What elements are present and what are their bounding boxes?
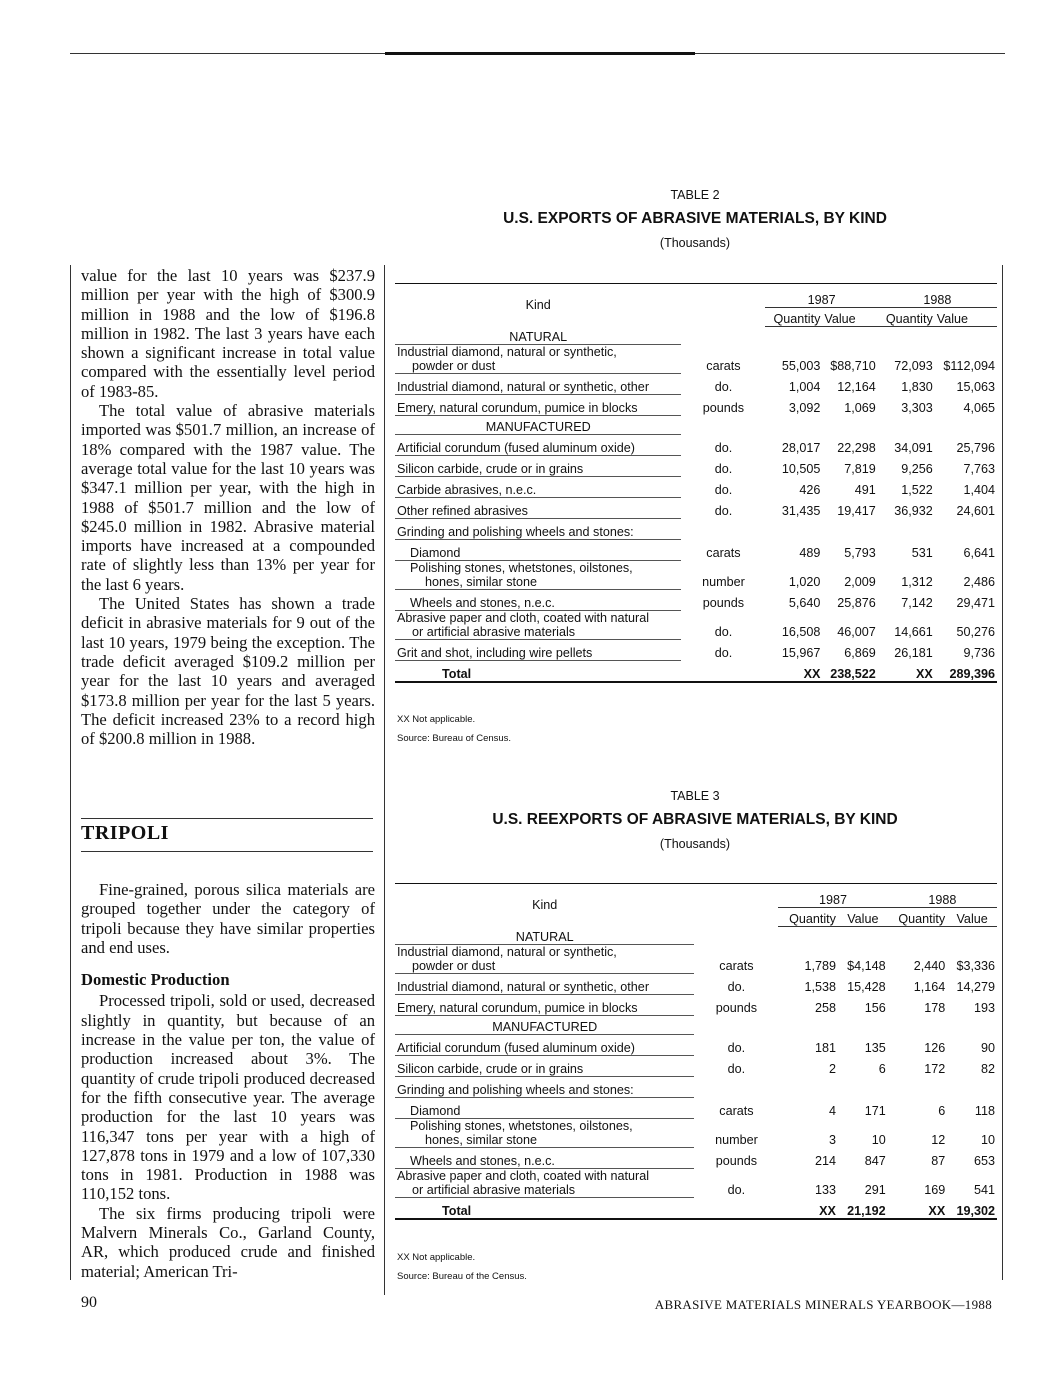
row-v1988: 7,763 xyxy=(963,462,995,476)
column-divider-middle xyxy=(384,265,385,1295)
row-q1988: 6 xyxy=(938,1104,946,1118)
tripoli-section-header xyxy=(81,818,373,852)
table-row xyxy=(395,1056,997,1077)
row-unit: do. xyxy=(727,1062,746,1076)
row-v1987: 6 xyxy=(878,1062,886,1076)
table2-footnote-source: Source: Bureau of Census. xyxy=(397,733,512,744)
row-q1987: 1,789 xyxy=(804,959,836,973)
table-row xyxy=(395,945,997,974)
row-v1987: 2,009 xyxy=(844,575,876,589)
table-row xyxy=(395,1077,997,1098)
row-q1987: 3 xyxy=(828,1133,836,1147)
row-v1988: 1,404 xyxy=(963,483,995,497)
row-kind-cont: hones, similar stone xyxy=(425,575,537,589)
row-q1987: 55,003 xyxy=(781,359,821,373)
row-kind: Wheels and stones, n.e.c. xyxy=(395,1148,694,1169)
row-kind: Grit and shot, including wire pellets xyxy=(395,640,681,661)
row-v1988: 15,063 xyxy=(956,380,995,394)
row-q1987: 2 xyxy=(828,1062,836,1076)
row-v1988: 653 xyxy=(973,1154,995,1168)
table2-title-block xyxy=(395,188,995,250)
row-v1988: 9,736 xyxy=(963,646,995,660)
row-kind: Diamond xyxy=(395,1098,694,1119)
row-unit: do. xyxy=(714,504,733,518)
row-unit: carats xyxy=(706,546,741,560)
row-q1988: 1,312 xyxy=(901,575,933,589)
row-unit: do. xyxy=(714,483,733,497)
row-kind: Diamond xyxy=(395,540,681,561)
row-unit: pounds xyxy=(715,1154,758,1168)
table3-title-block xyxy=(395,789,995,851)
row-q1987: 1,004 xyxy=(788,380,821,394)
table-row xyxy=(395,640,997,661)
table-row xyxy=(395,561,997,590)
table-row xyxy=(395,590,997,611)
row-unit: number xyxy=(702,575,745,589)
table-row xyxy=(395,611,997,640)
row-v1987: 19,417 xyxy=(837,504,876,518)
total-row xyxy=(395,661,997,683)
row-q1988: 1,522 xyxy=(901,483,933,497)
row-q1987: 1,538 xyxy=(804,980,836,994)
table3 xyxy=(395,883,997,1220)
total-q1988: XX xyxy=(878,661,935,683)
table-label: TABLE 3 xyxy=(670,789,720,803)
header-quantity: Quantity xyxy=(878,307,935,326)
table-row xyxy=(395,498,997,519)
table-row xyxy=(395,374,997,395)
row-kind: Grinding and polishing wheels and stones: xyxy=(395,519,681,540)
row-v1987: 491 xyxy=(854,483,876,497)
page-number: 90 xyxy=(81,1294,97,1311)
row-v1988: 4,065 xyxy=(963,401,995,415)
column-divider-right xyxy=(1002,265,1003,1280)
header-value: Value xyxy=(935,307,997,326)
row-q1987: 181 xyxy=(814,1041,836,1055)
header-quantity: Quantity xyxy=(765,307,822,326)
row-q1987: 1,020 xyxy=(788,575,821,589)
row-q1988: 126 xyxy=(924,1041,946,1055)
row-kind: Other refined abrasives xyxy=(395,498,681,519)
row-v1988: 6,641 xyxy=(963,546,995,560)
column-divider-left xyxy=(70,265,71,1280)
table-row xyxy=(395,1119,997,1148)
row-kind: Abrasive paper and cloth, coated with natural xyxy=(397,1169,650,1183)
row-kind-cont: or artificial abrasive materials xyxy=(412,1183,576,1197)
row-v1987: 10 xyxy=(871,1133,886,1147)
total-v1987: 21,192 xyxy=(838,1198,888,1220)
row-unit: do. xyxy=(727,980,746,994)
table-row xyxy=(395,1035,997,1056)
section-label: NATURAL xyxy=(395,326,681,345)
table-row xyxy=(395,1169,997,1198)
row-kind: Industrial diamond, natural or synthetic, other xyxy=(395,374,681,395)
row-v1987: 135 xyxy=(864,1041,886,1055)
paragraph: The six firms producing tripoli were Malvern Minerals Co., Garland County, AR, which produced crude and finished material; American Tri- xyxy=(81,1203,375,1281)
header-year-1987: 1987 xyxy=(778,884,887,908)
row-v1988: 14,279 xyxy=(956,980,995,994)
row-unit: do. xyxy=(727,1183,746,1197)
row-v1987: 847 xyxy=(864,1154,886,1168)
row-kind: Abrasive paper and cloth, coated with natural xyxy=(397,611,650,625)
row-kind: Carbide abrasives, n.e.c. xyxy=(395,477,681,498)
row-v1987: 25,876 xyxy=(837,596,876,610)
row-v1988: 2,486 xyxy=(963,575,995,589)
row-q1987: 258 xyxy=(814,1001,836,1015)
row-v1987: 7,819 xyxy=(844,462,876,476)
row-unit: carats xyxy=(706,359,741,373)
table-row xyxy=(395,456,997,477)
paragraph: value for the last 10 years was $237.9 million per year with the high of $300.9 million in 1988 and the low of $196.8 million in 1982. The last 3 years have each shown a significant increase in total value compared with the essentially level period of 1983-85. xyxy=(81,266,375,401)
header-value: Value xyxy=(947,907,997,926)
row-kind: Artificial corundum (fused aluminum oxide) xyxy=(395,435,681,456)
table-heading: U.S. EXPORTS OF ABRASIVE MATERIALS, BY KIND xyxy=(503,210,887,227)
row-q1987: 28,017 xyxy=(781,441,821,455)
total-q1988: XX xyxy=(888,1198,948,1220)
row-v1987: 22,298 xyxy=(837,441,876,455)
running-title: ABRASIVE MATERIALS MINERALS YEARBOOK—1988 xyxy=(654,1297,992,1312)
row-unit: do. xyxy=(714,646,733,660)
row-v1987: 46,007 xyxy=(837,625,876,639)
row-q1988: 178 xyxy=(924,1001,946,1015)
row-unit: pounds xyxy=(702,401,745,415)
paragraph: Fine-grained, porous silica materials are grouped together under the category of tripoli because they have similar properties and end uses. xyxy=(81,880,375,957)
header-kind: Kind xyxy=(532,898,558,912)
header-year-1987: 1987 xyxy=(765,284,877,308)
row-v1987: 1,069 xyxy=(844,401,876,415)
row-unit: do. xyxy=(714,625,733,639)
total-q1987: XX xyxy=(778,1198,838,1220)
table-row xyxy=(395,974,997,995)
table-row xyxy=(395,519,997,540)
row-kind: Emery, natural corundum, pumice in blocks xyxy=(395,995,694,1016)
row-unit: do. xyxy=(714,441,733,455)
header-year-1988: 1988 xyxy=(878,284,997,308)
row-unit: number xyxy=(715,1133,758,1147)
row-q1988: 169 xyxy=(924,1183,946,1197)
row-q1988: 34,091 xyxy=(894,441,933,455)
row-q1987: 4 xyxy=(828,1104,836,1118)
row-q1988: 2,440 xyxy=(913,959,946,973)
paragraph: Processed tripoli, sold or used, decreased slightly in quantity, but because of an increase in the value per ton, the value of production increased about 3%. The quantity of crude tripoli produced decreased for the fifth consecutive year. The average production for the last 10 years was 116,347 tons per year with a high of 127,878 tons in 1979 and a low of 107,330 tons in 1981. Production in 1988 was 110,152 tons. xyxy=(81,991,375,1204)
row-v1988: 10 xyxy=(980,1133,995,1147)
table2 xyxy=(395,283,997,683)
subheading: Domestic Production xyxy=(81,970,230,990)
row-q1987: 5,640 xyxy=(788,596,821,610)
table-row xyxy=(395,1098,997,1119)
row-q1987: 15,967 xyxy=(781,646,821,660)
table-row xyxy=(395,477,997,498)
row-kind-cont: hones, similar stone xyxy=(425,1133,537,1147)
row-kind: Industrial diamond, natural or synthetic, xyxy=(397,345,617,359)
row-q1988: 9,256 xyxy=(901,462,933,476)
row-kind-cont: or artificial abrasive materials xyxy=(412,625,576,639)
row-kind: Silicon carbide, crude or in grains xyxy=(395,1056,694,1077)
row-unit: pounds xyxy=(702,596,745,610)
row-q1988: 7,142 xyxy=(901,596,933,610)
row-q1988: 1,830 xyxy=(901,380,933,394)
section-label: MANUFACTURED xyxy=(395,1016,694,1035)
row-kind-cont: powder or dust xyxy=(412,959,496,973)
row-v1988: 118 xyxy=(974,1104,995,1118)
row-kind: Industrial diamond, natural or synthetic, xyxy=(397,945,617,959)
header-quantity: Quantity xyxy=(778,907,838,926)
row-q1987: 214 xyxy=(814,1154,836,1168)
row-v1988: 25,796 xyxy=(956,441,995,455)
row-kind-cont: powder or dust xyxy=(412,359,496,373)
row-v1987: 291 xyxy=(864,1183,886,1197)
row-v1988: 193 xyxy=(973,1001,995,1015)
row-v1988: $112,094 xyxy=(943,359,995,373)
table-row xyxy=(395,1148,997,1169)
row-q1988: 12 xyxy=(931,1133,946,1147)
left-column-text xyxy=(81,266,375,748)
total-v1988: 19,302 xyxy=(947,1198,997,1220)
section-title: TRIPOLI xyxy=(81,822,169,844)
row-q1988: 72,093 xyxy=(894,359,933,373)
total-v1987: 238,522 xyxy=(822,661,877,683)
row-v1988: 82 xyxy=(980,1062,995,1076)
row-q1987: 3,092 xyxy=(788,401,821,415)
header-value: Value xyxy=(822,307,877,326)
table-units: (Thousands) xyxy=(659,837,731,851)
total-q1987: XX xyxy=(765,661,822,683)
row-unit: pounds xyxy=(715,1001,758,1015)
row-unit: carats xyxy=(719,959,754,973)
row-q1988: 26,181 xyxy=(894,646,933,660)
table-row xyxy=(395,540,997,561)
top-rule-accent xyxy=(385,52,695,55)
table-row xyxy=(395,345,997,374)
row-unit: do. xyxy=(727,1041,746,1055)
table-heading: U.S. REEXPORTS OF ABRASIVE MATERIALS, BY KIND xyxy=(492,811,898,828)
row-v1987: 6,869 xyxy=(844,646,876,660)
row-kind: Artificial corundum (fused aluminum oxide) xyxy=(395,1035,694,1056)
header-year-1988: 1988 xyxy=(888,884,997,908)
row-v1988: 90 xyxy=(980,1041,995,1055)
row-q1988: 36,932 xyxy=(894,504,933,518)
header-value: Value xyxy=(838,907,888,926)
row-v1987: 171 xyxy=(864,1104,886,1118)
header-kind: Kind xyxy=(525,298,551,312)
row-q1988: 1,164 xyxy=(913,980,946,994)
row-q1987: 133 xyxy=(814,1183,836,1197)
row-q1987: 10,505 xyxy=(781,462,821,476)
table2-footnote-xx: XX Not applicable. xyxy=(397,714,476,725)
row-kind: Industrial diamond, natural or synthetic, other xyxy=(395,974,694,995)
table-row xyxy=(395,995,997,1016)
row-kind: Emery, natural corundum, pumice in blocks xyxy=(395,395,681,416)
row-q1988: 3,303 xyxy=(901,401,933,415)
row-v1987: 12,164 xyxy=(837,380,876,394)
total-label: Total xyxy=(395,661,681,683)
table-units: (Thousands) xyxy=(659,236,731,250)
row-q1988: 172 xyxy=(924,1062,946,1076)
table-label: TABLE 2 xyxy=(670,188,720,202)
row-q1988: 87 xyxy=(931,1154,946,1168)
row-q1987: 31,435 xyxy=(781,504,821,518)
paragraph: The total value of abrasive materials imported was $501.7 million, an increase of 18% compared with the 1987 value. The average total value for the last 10 years was $347.1 million per year, with the high in 1988 of $501.7 million and the low of $245.0 million in 1982. Abrasive material imports have increased at a compounded rate of slightly less than 13% per year for the last 6 years. xyxy=(81,401,375,594)
row-q1987: 489 xyxy=(799,546,821,560)
row-v1988: 541 xyxy=(973,1183,995,1197)
tripoli-text xyxy=(81,880,375,1281)
row-v1988: 24,601 xyxy=(956,504,995,518)
row-kind: Polishing stones, whetstones, oilstones, xyxy=(410,1119,633,1133)
row-q1987: 16,508 xyxy=(781,625,821,639)
row-unit: do. xyxy=(714,462,733,476)
section-label: MANUFACTURED xyxy=(395,416,681,435)
total-row xyxy=(395,1198,997,1220)
row-v1988: 29,471 xyxy=(956,596,995,610)
row-kind: Wheels and stones, n.e.c. xyxy=(395,590,681,611)
row-v1988: 50,276 xyxy=(956,625,995,639)
table-row xyxy=(395,435,997,456)
row-v1987: 156 xyxy=(864,1001,886,1015)
section-label: NATURAL xyxy=(395,926,694,945)
total-label: Total xyxy=(395,1198,694,1220)
total-v1988: 289,396 xyxy=(935,661,997,683)
row-v1987: 5,793 xyxy=(844,546,876,560)
row-unit: carats xyxy=(719,1104,754,1118)
row-q1988: 531 xyxy=(911,546,933,560)
divider xyxy=(81,851,373,852)
row-v1987: $4,148 xyxy=(847,959,886,973)
paragraph: The United States has shown a trade deficit in abrasive materials for 9 out of the last 10 years, 1979 being the exception. The trade deficit averaged $109.2 million per year for the last 10 years and averaged $173.8 million per year for the last 5 years. The deficit increased 23% to a record high of $200.8 million in 1988. xyxy=(81,594,375,749)
row-kind: Silicon carbide, crude or in grains xyxy=(395,456,681,477)
table3-footnote-xx: XX Not applicable. xyxy=(397,1252,476,1263)
row-unit: do. xyxy=(714,380,733,394)
row-q1988: 14,661 xyxy=(894,625,933,639)
row-kind: Polishing stones, whetstones, oilstones, xyxy=(410,561,633,575)
row-v1987: $88,710 xyxy=(830,359,876,373)
row-kind: Grinding and polishing wheels and stones: xyxy=(395,1077,694,1098)
table-row xyxy=(395,395,997,416)
header-quantity: Quantity xyxy=(888,907,948,926)
row-v1988: $3,336 xyxy=(956,959,995,973)
row-q1987: 426 xyxy=(799,483,821,497)
row-v1987: 15,428 xyxy=(847,980,886,994)
table3-footnote-source: Source: Bureau of the Census. xyxy=(397,1271,527,1282)
